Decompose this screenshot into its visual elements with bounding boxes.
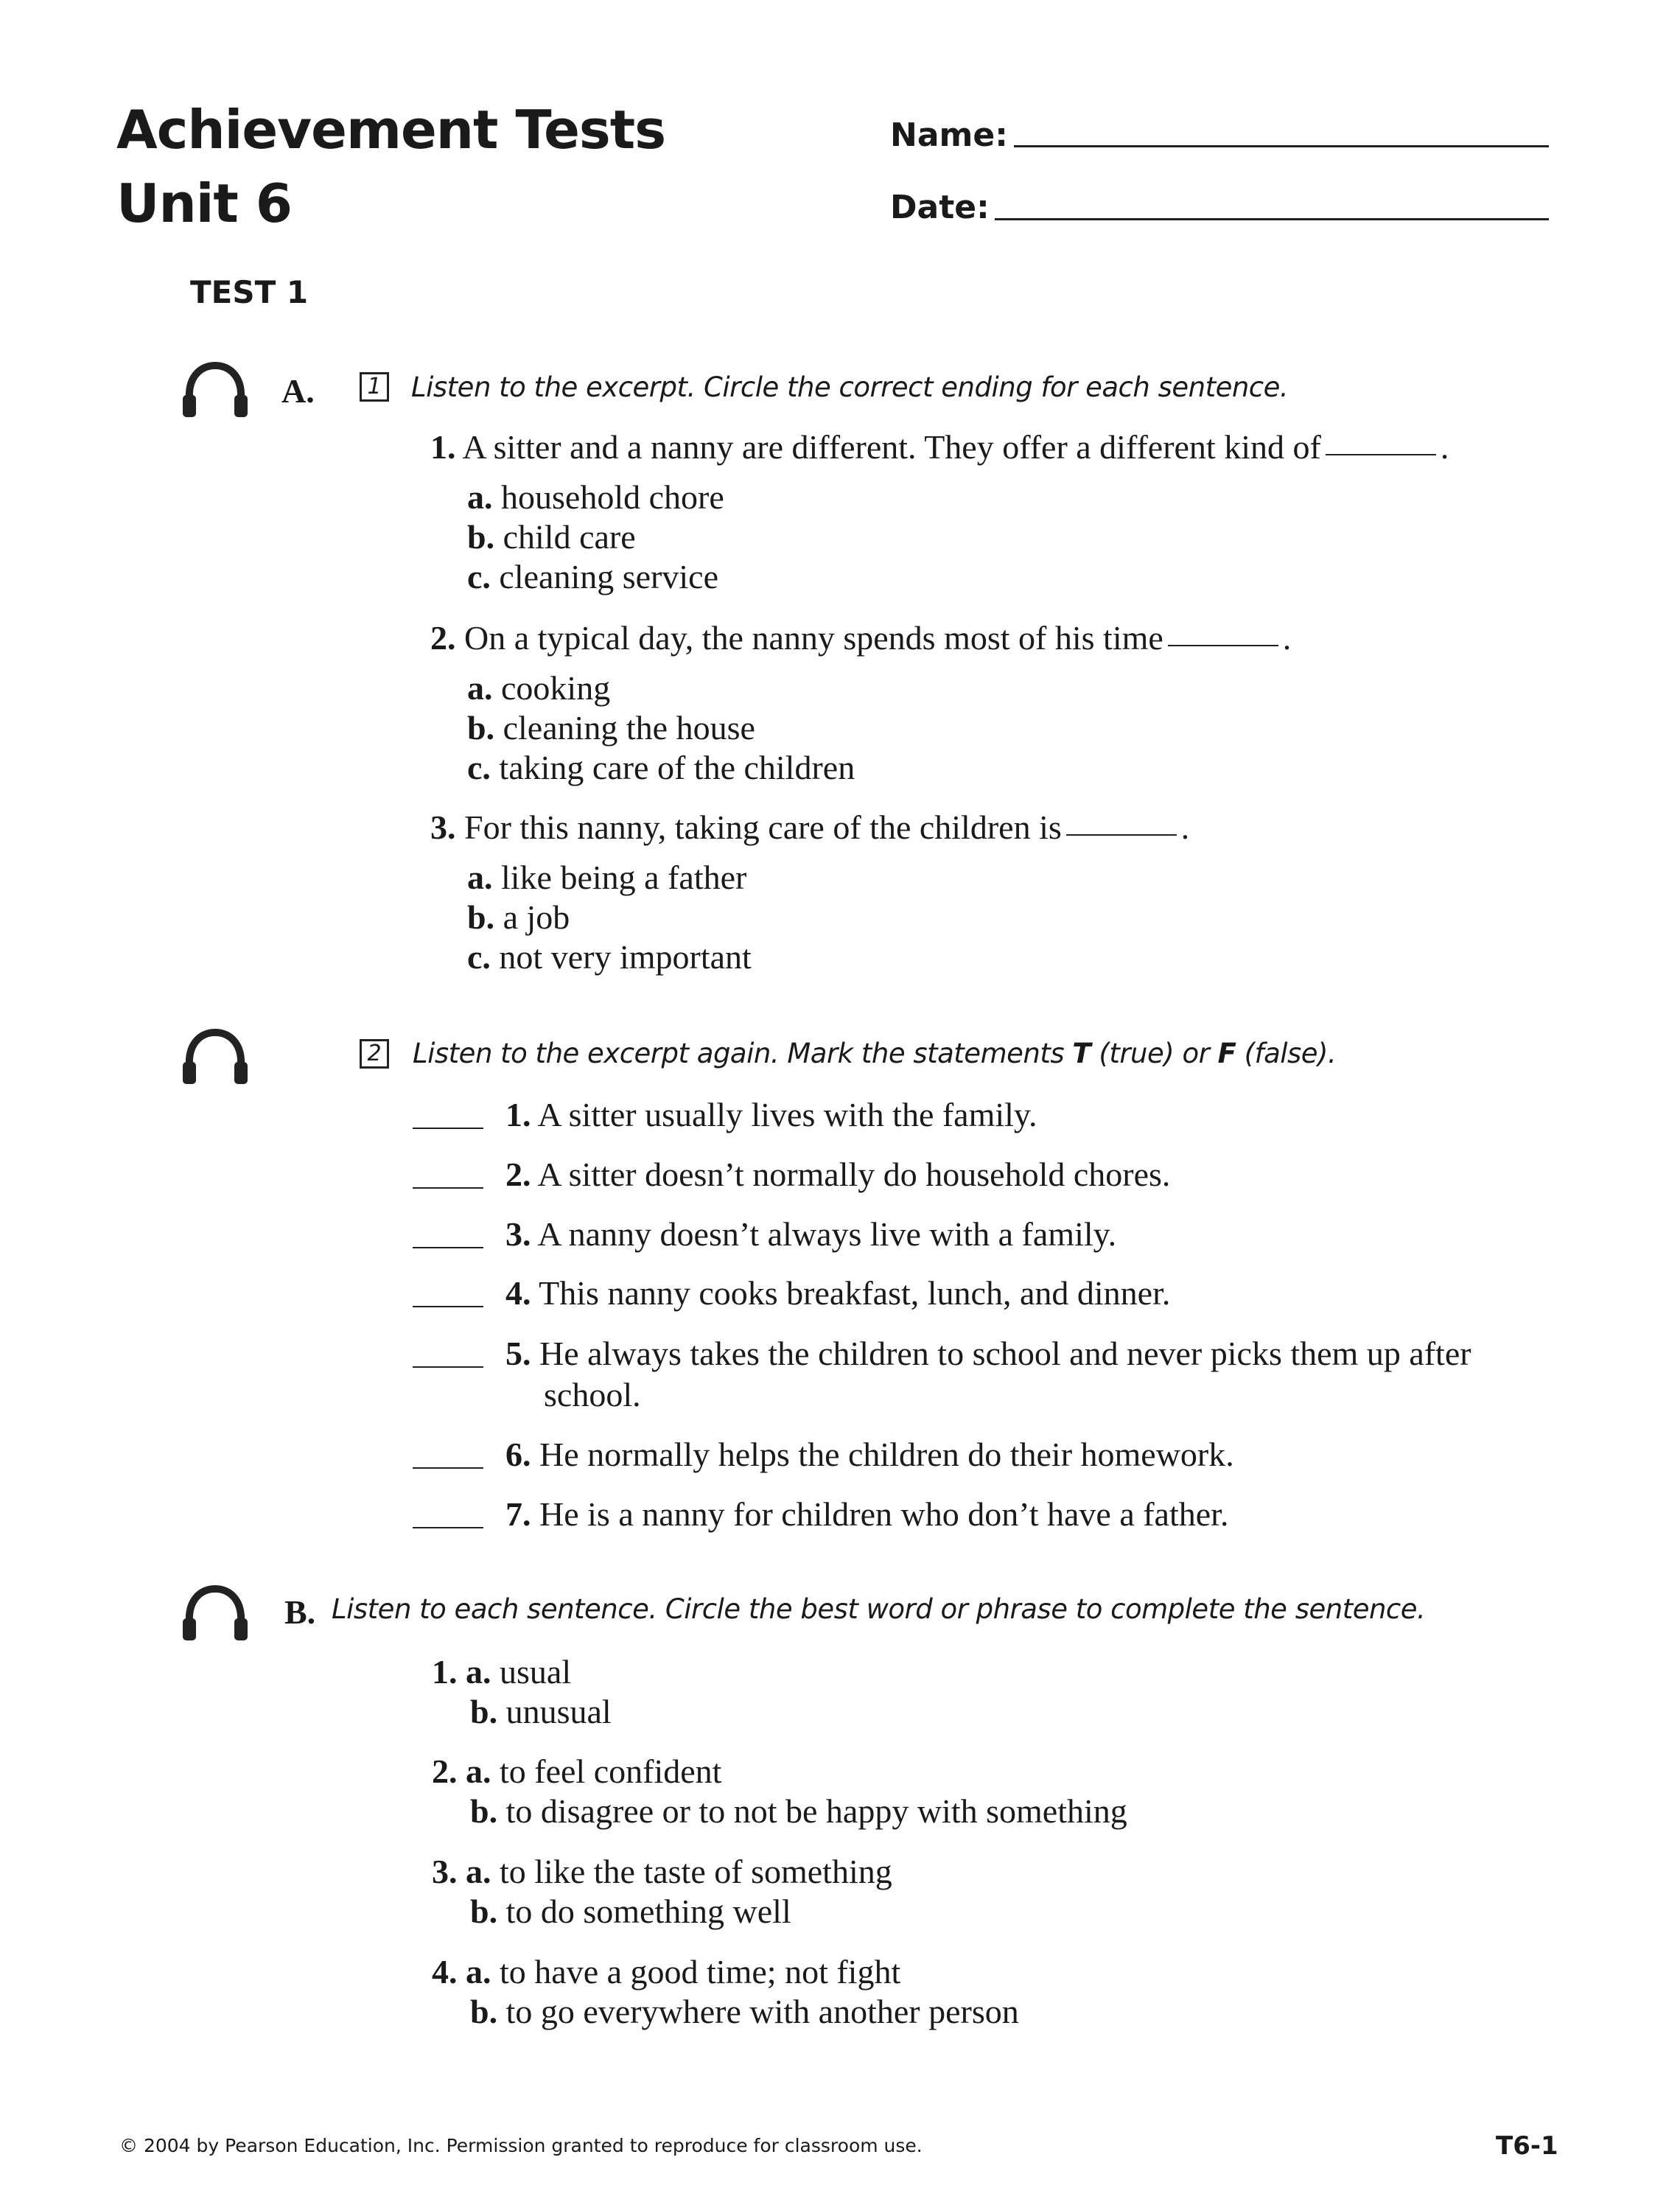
option-2-c[interactable] [467,751,855,785]
item-number: 3. [432,1853,458,1890]
item-2-option-b[interactable] [470,1794,1127,1828]
headphones-icon [180,1584,251,1643]
option-letter: a. [467,859,493,896]
statement-5: 5. He always takes the children to school and never picks them up after [505,1335,1471,1372]
option-text: to feel confident [491,1752,722,1790]
option-letter: a. [467,669,493,707]
section-b-letter: B. [284,1593,316,1631]
statement-number: 1. [505,1096,531,1133]
name-line[interactable] [1014,145,1549,147]
option-letter: b. [467,709,495,747]
tf-answer-blank[interactable] [413,1247,483,1248]
option-letter: a. [466,1853,491,1890]
title-line-1: Achievement Tests [116,99,666,161]
date-line[interactable] [995,218,1549,220]
item-3-option-b[interactable] [470,1892,791,1930]
option-text: cleaning the house [494,709,755,747]
option-2-b[interactable] [467,711,755,745]
statement-number: 5. [505,1335,531,1372]
option-2-a[interactable] [467,671,610,705]
question-number: 1. [430,428,456,466]
question-1: 1. A sitter and a nanny are different. They offer a different kind of . [430,428,1449,466]
tf-answer-blank[interactable] [413,1467,483,1469]
headphones-icon [180,361,251,420]
option-letter: b. [467,518,495,556]
item-1-option-a[interactable] [432,1655,571,1689]
option-text: cleaning service [490,558,718,595]
tf-answer-blank[interactable] [413,1187,483,1189]
item-3-option-a[interactable] [432,1855,892,1889]
option-letter: b. [470,1993,498,2030]
name-label: Name: [890,116,1008,154]
option-letter: a. [466,1653,491,1691]
question-3: 3. For this nanny, taking care of the children is . [430,808,1190,846]
option-3-c[interactable] [467,940,752,974]
section-b-instruction: Listen to each sentence. Circle the best word or phrase to complete the sentence. [332,1593,1426,1625]
item-4-option-a[interactable] [432,1955,900,1989]
page-number: T6-1 [1496,2131,1558,2161]
tf-answer-blank[interactable] [413,1366,483,1368]
answer-blank[interactable] [1066,834,1177,836]
date-label: Date: [890,189,990,226]
statement-4: 4. This nanny cooks breakfast, lunch, and dinner. [505,1274,1171,1312]
test-label: TEST 1 [190,274,309,310]
option-3-a[interactable] [467,861,746,895]
statement-3: 3. A nanny doesn’t always live with a family. [505,1215,1117,1253]
option-letter: b. [470,1892,498,1930]
part-2-instruction: Listen to the excerpt again. Mark the statements T (true) or F (false). [413,1038,1337,1069]
section-a-letter: A. [281,372,315,410]
part-2-box: 2 [360,1039,389,1069]
item-number: 4. [432,1953,458,1990]
option-1-b[interactable] [467,520,636,554]
option-text: cooking [492,669,611,707]
option-text: like being a father [492,859,747,896]
item-4-option-b[interactable] [470,1995,1019,2029]
part-1-instruction: Listen to the excerpt. Circle the correct ending for each sentence. [411,371,1289,403]
statement-number: 2. [505,1156,531,1193]
option-text: child care [494,518,636,556]
answer-blank[interactable] [1326,454,1436,455]
option-letter: c. [467,938,491,976]
option-text: a job [494,898,570,936]
option-text: usual [491,1653,572,1691]
statement-number: 4. [505,1274,531,1312]
question-number: 2. [430,619,456,657]
option-text: not very important [490,938,752,976]
statement-number: 3. [505,1215,531,1253]
option-text: taking care of the children [490,749,855,786]
item-2-option-a[interactable] [432,1752,722,1790]
item-1-option-b[interactable] [470,1695,612,1729]
option-letter: c. [467,749,491,786]
tf-answer-blank[interactable] [413,1527,483,1528]
title-line-2: Unit 6 [116,172,292,234]
option-text: to go everywhere with another person [497,1993,1019,2030]
item-number: 1. [432,1653,458,1691]
option-letter: b. [467,898,495,936]
statement-number: 6. [505,1436,531,1473]
option-text: unusual [497,1693,612,1730]
option-letter: b. [470,1792,498,1830]
tf-answer-blank[interactable] [413,1306,483,1307]
option-1-a[interactable] [467,480,724,514]
item-number: 2. [432,1752,458,1790]
option-text: to have a good time; not fight [491,1953,901,1990]
option-letter: b. [470,1693,498,1730]
statement-7: 7. He is a nanny for children who don’t have a father. [505,1495,1229,1533]
statement-1: 1. A sitter usually lives with the family. [505,1096,1037,1133]
headphones-icon [180,1028,251,1087]
option-letter: c. [467,558,491,595]
question-2: 2. On a typical day, the nanny spends most of his time . [430,619,1292,657]
statement-6: 6. He normally helps the children do their homework. [505,1436,1234,1473]
option-letter: a. [466,1953,491,1990]
statement-number: 7. [505,1495,531,1533]
option-3-b[interactable] [467,898,570,936]
option-1-c[interactable] [467,560,718,594]
part-1-box: 1 [360,372,389,402]
statement-2: 2. A sitter doesn’t normally do household chores. [505,1156,1171,1193]
statement-5-continued: school. [544,1376,641,1413]
copyright-notice: © 2004 by Pearson Education, Inc. Permission granted to reproduce for classroom use. [119,2135,923,2156]
option-text: household chore [492,478,724,516]
option-text: to like the taste of something [491,1853,892,1890]
option-letter: a. [467,478,493,516]
option-letter: a. [466,1752,491,1790]
tf-answer-blank[interactable] [413,1128,483,1129]
option-text: to disagree or to not be happy with something [497,1792,1127,1830]
option-text: to do something well [497,1892,791,1930]
question-number: 3. [430,808,456,846]
answer-blank[interactable] [1168,645,1278,646]
